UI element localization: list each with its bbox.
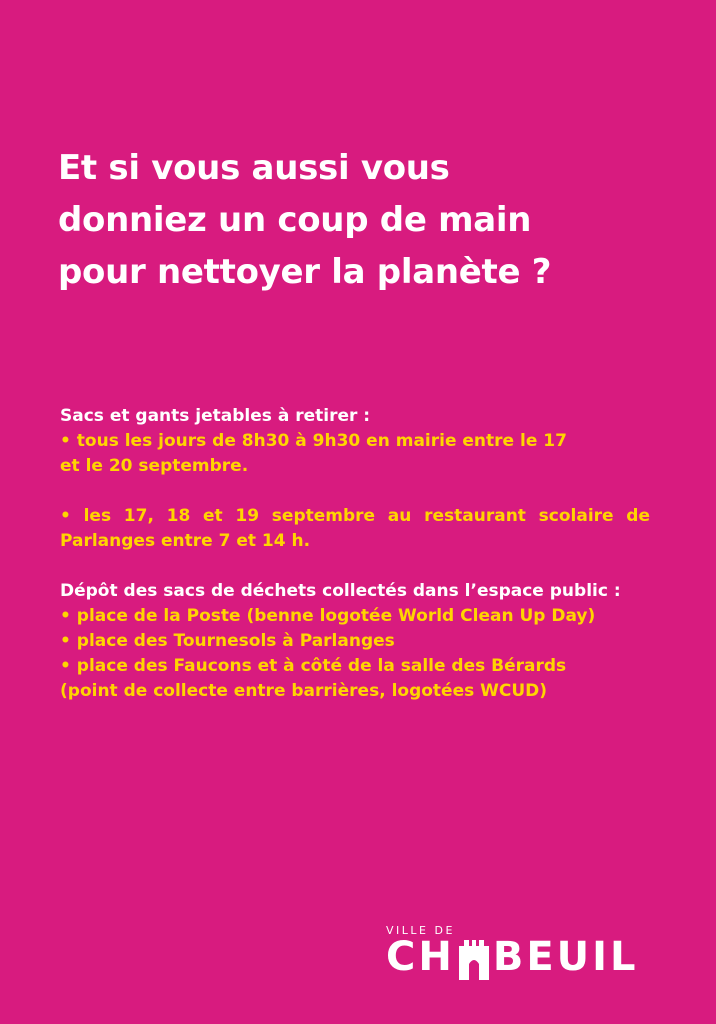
headline (58, 142, 658, 298)
section-2-item-1: • place de la Poste (benne logotée World Clean Up Day) (60, 606, 596, 626)
castle-tower-icon (457, 936, 491, 980)
info-body (60, 404, 650, 704)
section-2-item-4: (point de collecte entre barrières, logotées WCUD) (60, 681, 548, 701)
logo-wordmark (386, 934, 639, 980)
chabeuil-logo (386, 924, 686, 984)
section-2-heading: Dépôt des sacs de déchets collectés dans l’espace public : (60, 581, 621, 601)
spacer (60, 479, 650, 504)
section-1-heading: Sacs et gants jetables à retirer : (60, 406, 371, 426)
logo-text-right: BEUIL (492, 934, 639, 980)
headline-line-3: pour nettoyer la planète ? (58, 252, 552, 292)
headline-line-1: Et si vous aussi vous (58, 148, 450, 188)
logo-small-text: VILLE DE (386, 924, 455, 937)
section-1-item-1-line-1: • tous les jours de 8h30 à 9h30 en mairie entre le 17 (60, 431, 567, 451)
section-1-item-1-line-2: et le 20 septembre. (60, 456, 249, 476)
section-2-item-2: • place des Tournesols à Parlanges (60, 631, 395, 651)
logo-text-left: CH (386, 934, 455, 980)
headline-line-2: donniez un coup de main (58, 200, 532, 240)
section-1-item-2: • les 17, 18 et 19 septembre au restaurant scolaire de Parlanges entre 7 et 14 h. (60, 506, 650, 551)
section-2-item-3: • place des Faucons et à côté de la salle des Bérards (60, 656, 567, 676)
spacer (60, 554, 650, 579)
